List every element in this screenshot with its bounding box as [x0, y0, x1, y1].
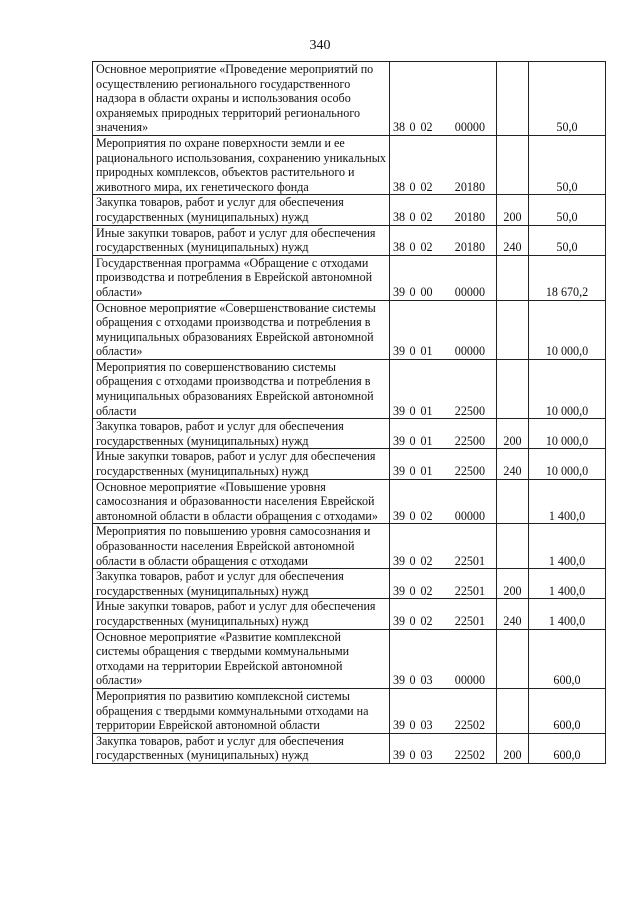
row-amount: 10 000,0 — [529, 359, 606, 418]
code-part: 03 — [420, 673, 433, 688]
table-row — [93, 479, 606, 524]
row-expense-type — [497, 135, 529, 194]
code-part: 01 — [420, 433, 433, 448]
row-expense-type: 240 — [497, 599, 529, 629]
code-part: 39 — [393, 508, 406, 523]
code-part: 03 — [420, 748, 433, 763]
table-row — [93, 255, 606, 300]
table-row — [93, 359, 606, 418]
code-part: 02 — [420, 508, 433, 523]
code-part: 0 — [409, 718, 416, 733]
row-name: Основное мероприятие «Проведение мероприятий по осуществлению регионального государственного надзора в области охраны и использования особо охраняемых природных территорий регионального значения» — [93, 62, 390, 136]
code-part: 39 — [393, 673, 406, 688]
table-row — [93, 629, 606, 688]
table-row — [93, 419, 606, 449]
row-amount: 10 000,0 — [529, 419, 606, 449]
row-amount: 10 000,0 — [529, 300, 606, 359]
row-amount: 1 400,0 — [529, 524, 606, 569]
row-name: Основное мероприятие «Совершенствование системы обращения с отходами производства и потребления в муниципальных образованиях Еврейской автономной области» — [93, 300, 390, 359]
code-part: 0 — [409, 209, 416, 224]
code-part: 00000 — [454, 508, 485, 523]
code-part: 0 — [409, 284, 416, 299]
budget-table — [92, 61, 606, 764]
code-part: 0 — [409, 240, 416, 255]
row-amount: 600,0 — [529, 688, 606, 733]
code-part: 0 — [409, 508, 416, 523]
code-part: 0 — [409, 433, 416, 448]
row-name: Закупка товаров, работ и услуг для обеспечения государственных (муниципальных) нужд — [93, 733, 390, 763]
code-part: 0 — [409, 179, 416, 194]
code-part: 0 — [409, 748, 416, 763]
row-amount: 1 400,0 — [529, 479, 606, 524]
row-target-code — [390, 569, 497, 599]
table-row — [93, 599, 606, 629]
code-part: 00000 — [454, 673, 485, 688]
code-part: 39 — [393, 344, 406, 359]
code-part: 20180 — [454, 179, 485, 194]
row-expense-type: 240 — [497, 225, 529, 255]
row-name: Мероприятия по развитию комплексной системы обращения с твердыми коммунальными отходами на территории Еврейской автономной области — [93, 688, 390, 733]
code-part: 01 — [420, 344, 433, 359]
row-amount: 50,0 — [529, 135, 606, 194]
row-expense-type: 200 — [497, 733, 529, 763]
row-expense-type — [497, 255, 529, 300]
row-name: Закупка товаров, работ и услуг для обеспечения государственных (муниципальных) нужд — [93, 195, 390, 225]
table-row — [93, 195, 606, 225]
code-part: 02 — [420, 240, 433, 255]
row-expense-type: 200 — [497, 195, 529, 225]
code-part: 39 — [393, 403, 406, 418]
row-target-code — [390, 225, 497, 255]
page-number: 340 — [309, 38, 331, 53]
row-expense-type: 240 — [497, 449, 529, 479]
code-part: 39 — [393, 464, 406, 479]
row-amount: 10 000,0 — [529, 449, 606, 479]
row-target-code — [390, 359, 497, 418]
row-name: Мероприятия по совершенствованию системы обращения с отходами производства и потребления в муниципальных образованиях Еврейской автономной области — [93, 359, 390, 418]
row-expense-type — [497, 62, 529, 136]
code-part: 02 — [420, 613, 433, 628]
code-part: 20180 — [454, 240, 485, 255]
table-row — [93, 524, 606, 569]
code-part: 02 — [420, 583, 433, 598]
code-part: 39 — [393, 613, 406, 628]
row-target-code — [390, 62, 497, 136]
row-name: Государственная программа «Обращение с отходами производства и потребления в Еврейской автономной области» — [93, 255, 390, 300]
row-target-code — [390, 688, 497, 733]
code-part: 22501 — [454, 553, 485, 568]
row-target-code — [390, 255, 497, 300]
code-part: 02 — [420, 179, 433, 194]
code-part: 39 — [393, 433, 406, 448]
table-row — [93, 569, 606, 599]
table-row — [93, 733, 606, 763]
code-part: 38 — [393, 240, 406, 255]
row-name: Мероприятия по повышению уровня самосознания и образованности населения Еврейской автономной области в области обращения с отходами — [93, 524, 390, 569]
code-part: 39 — [393, 284, 406, 299]
table-row — [93, 62, 606, 136]
code-part: 0 — [409, 673, 416, 688]
row-expense-type — [497, 479, 529, 524]
table-row — [93, 688, 606, 733]
table-row — [93, 135, 606, 194]
code-part: 38 — [393, 120, 406, 135]
row-amount: 1 400,0 — [529, 569, 606, 599]
code-part: 02 — [420, 120, 433, 135]
code-part: 01 — [420, 464, 433, 479]
row-amount: 50,0 — [529, 62, 606, 136]
row-expense-type — [497, 688, 529, 733]
code-part: 0 — [409, 120, 416, 135]
row-amount: 600,0 — [529, 733, 606, 763]
code-part: 22501 — [454, 583, 485, 598]
row-name: Закупка товаров, работ и услуг для обеспечения государственных (муниципальных) нужд — [93, 419, 390, 449]
code-part: 22500 — [454, 403, 485, 418]
row-amount: 600,0 — [529, 629, 606, 688]
row-expense-type — [497, 300, 529, 359]
table-row — [93, 449, 606, 479]
row-expense-type — [497, 359, 529, 418]
row-target-code — [390, 449, 497, 479]
row-target-code — [390, 733, 497, 763]
row-name: Основное мероприятие «Развитие комплексной системы обращения с твердыми коммунальными отходами на территории Еврейской автономной области» — [93, 629, 390, 688]
code-part: 39 — [393, 718, 406, 733]
code-part: 22501 — [454, 613, 485, 628]
row-target-code — [390, 195, 497, 225]
row-expense-type: 200 — [497, 569, 529, 599]
code-part: 00 — [420, 284, 433, 299]
code-part: 0 — [409, 553, 416, 568]
row-expense-type — [497, 629, 529, 688]
code-part: 02 — [420, 209, 433, 224]
row-name: Иные закупки товаров, работ и услуг для обеспечения государственных (муниципальных) нужд — [93, 449, 390, 479]
code-part: 00000 — [454, 120, 485, 135]
row-amount: 18 670,2 — [529, 255, 606, 300]
code-part: 0 — [409, 613, 416, 628]
row-name: Закупка товаров, работ и услуг для обеспечения государственных (муниципальных) нужд — [93, 569, 390, 599]
code-part: 0 — [409, 344, 416, 359]
table-row — [93, 300, 606, 359]
code-part: 38 — [393, 209, 406, 224]
code-part: 22500 — [454, 433, 485, 448]
row-name: Основное мероприятие «Повышение уровня самосознания и образованности населения Еврейской автономной области в области обращения с отходами» — [93, 479, 390, 524]
code-part: 39 — [393, 583, 406, 598]
code-part: 38 — [393, 179, 406, 194]
row-expense-type: 200 — [497, 419, 529, 449]
row-target-code — [390, 419, 497, 449]
row-name: Иные закупки товаров, работ и услуг для обеспечения государственных (муниципальных) нужд — [93, 225, 390, 255]
code-part: 22502 — [454, 748, 485, 763]
code-part: 0 — [409, 403, 416, 418]
code-part: 01 — [420, 403, 433, 418]
code-part: 03 — [420, 718, 433, 733]
code-part: 00000 — [454, 284, 485, 299]
code-part: 20180 — [454, 209, 485, 224]
row-name: Мероприятия по охране поверхности земли и ее рационального использования, сохранению уникальных природных комплексов, объектов растительного и животного мира, их генетического фонда — [93, 135, 390, 194]
row-target-code — [390, 479, 497, 524]
table-row — [93, 225, 606, 255]
row-target-code — [390, 135, 497, 194]
code-part: 39 — [393, 748, 406, 763]
code-part: 00000 — [454, 344, 485, 359]
code-part: 0 — [409, 583, 416, 598]
row-target-code — [390, 629, 497, 688]
row-amount: 1 400,0 — [529, 599, 606, 629]
code-part: 39 — [393, 553, 406, 568]
row-expense-type — [497, 524, 529, 569]
code-part: 22500 — [454, 464, 485, 479]
row-amount: 50,0 — [529, 225, 606, 255]
code-part: 02 — [420, 553, 433, 568]
row-target-code — [390, 599, 497, 629]
code-part: 0 — [409, 464, 416, 479]
code-part: 22502 — [454, 718, 485, 733]
row-target-code — [390, 524, 497, 569]
row-name: Иные закупки товаров, работ и услуг для обеспечения государственных (муниципальных) нужд — [93, 599, 390, 629]
row-target-code — [390, 300, 497, 359]
row-amount: 50,0 — [529, 195, 606, 225]
